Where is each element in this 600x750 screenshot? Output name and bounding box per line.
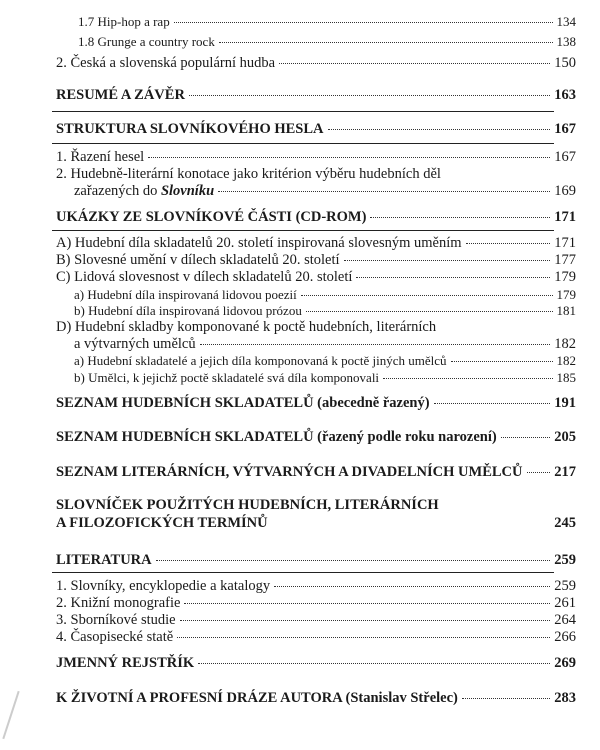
toc-page: 138: [556, 34, 576, 49]
toc-page: 171: [554, 235, 576, 251]
leader-dots: [328, 129, 551, 130]
leader-dots: [501, 437, 551, 438]
divider: [52, 143, 554, 144]
toc-page: 169: [554, 183, 576, 199]
toc-heading-resume[interactable]: [56, 87, 576, 104]
toc-page: 185: [556, 370, 576, 385]
toc-entry-ukazky-da[interactable]: [74, 353, 576, 369]
toc-heading-seznam-abecedne[interactable]: [56, 395, 576, 412]
toc-label: LITERATURA: [56, 552, 152, 568]
toc-label: b) Umělci, k jejichž poctě skladatelé svá díla komponovali: [74, 370, 380, 385]
toc-label: A) Hudební díla skladatelů 20. století inspirovaná slovesným uměním: [56, 235, 462, 251]
toc-page: 261: [554, 595, 576, 611]
toc-entry-slovniky[interactable]: [56, 578, 576, 595]
leader-dots: [148, 157, 550, 158]
toc-label: SEZNAM HUDEBNÍCH SKLADATELŮ (abecedně řazený): [56, 395, 430, 411]
toc-heading-literatura[interactable]: [56, 552, 576, 569]
toc-entry-ukazky-c[interactable]: [56, 269, 576, 286]
leader-dots: [174, 22, 553, 23]
toc-page: 259: [554, 578, 576, 594]
toc-entry-ukazky-cb[interactable]: [74, 303, 576, 319]
toc-label: 1. Slovníky, encyklopedie a katalogy: [56, 578, 271, 594]
leader-dots: [344, 260, 551, 261]
toc-entry-ukazky-d-line1: D) Hudební skladby komponované k poctě hudebních, literárních: [56, 319, 437, 335]
toc-page: 283: [554, 690, 576, 706]
leader-dots: [434, 403, 551, 404]
toc-page: 163: [554, 87, 576, 103]
leader-dots: [383, 378, 552, 379]
toc-entry-ukazky-d[interactable]: [74, 336, 576, 353]
toc-entry-ukazky-b[interactable]: [56, 252, 576, 269]
toc-label: JMENNÝ REJSTŘÍK: [56, 655, 195, 671]
toc-label: A FILOZOFICKÝCH TERMÍNŮ: [56, 515, 268, 531]
toc-entry-ukazky-db[interactable]: [74, 370, 576, 386]
leader-dots: [279, 63, 550, 64]
toc-entry-konotace[interactable]: [74, 183, 576, 200]
toc-page: 191: [554, 395, 576, 411]
divider: [52, 572, 554, 573]
toc-page: 171: [554, 209, 576, 225]
leader-dots: [356, 277, 550, 278]
toc-entry-razeni[interactable]: [56, 149, 576, 166]
toc-label: B) Slovesné umění v dílech skladatelů 20. století: [56, 252, 340, 268]
toc-page: 269: [554, 655, 576, 671]
toc-heading-seznam-narozeni[interactable]: [56, 429, 576, 446]
toc-page: 266: [554, 629, 576, 645]
toc-page: 205: [554, 429, 576, 445]
toc-entry-hiphop[interactable]: [78, 14, 576, 30]
toc-entry-monografie[interactable]: [56, 595, 576, 612]
toc-entry-konotace-line1: 2. Hudebně-literární konotace jako kritérion výběru hudebních děl: [56, 166, 441, 182]
leader-dots: [451, 361, 553, 362]
leader-dots: [274, 586, 550, 587]
toc-label: SEZNAM HUDEBNÍCH SKLADATELŮ (řazený podle roku narození): [56, 429, 497, 445]
toc-heading-seznam-umelcu[interactable]: [56, 464, 576, 481]
toc-label: [74, 183, 214, 200]
toc-label: UKÁZKY ZE SLOVNÍKOVÉ ČÁSTI (CD-ROM): [56, 209, 367, 225]
leader-dots: [301, 295, 553, 296]
toc-label: a výtvarných umělců: [74, 336, 196, 352]
leader-dots: [219, 42, 553, 43]
toc-page: 264: [554, 612, 576, 628]
leader-dots: [370, 217, 550, 218]
toc-heading-autor[interactable]: [56, 690, 576, 707]
toc-label-text: zařazených do: [74, 183, 161, 199]
toc-label: 2. Knižní monografie: [56, 595, 181, 611]
toc-heading-slovnicek[interactable]: [56, 515, 576, 532]
divider: [52, 111, 554, 112]
toc-label: a) Hudební díla inspirovaná lidovou poezií: [74, 287, 297, 302]
toc-page: 179: [554, 269, 576, 285]
leader-dots: [527, 472, 551, 473]
toc-label: 3. Sborníkové studie: [56, 612, 176, 628]
toc-entry-grunge[interactable]: [78, 34, 576, 50]
toc-label: 1. Řazení hesel: [56, 149, 145, 165]
leader-dots: [462, 698, 550, 699]
toc-heading-struktura[interactable]: [56, 121, 576, 138]
leader-dots: [218, 191, 550, 192]
toc-label: b) Hudební díla inspirovaná lidovou prózou: [74, 303, 302, 318]
toc-label: 1.8 Grunge a country rock: [78, 34, 215, 49]
toc-label: 1.7 Hip-hop a rap: [78, 14, 170, 29]
toc-entry-ceska[interactable]: [56, 55, 576, 72]
toc-label: a) Hudební skladatelé a jejich díla komponovaná k poctě jiných umělců: [74, 353, 447, 368]
leader-dots: [466, 243, 551, 244]
toc-page: 259: [554, 552, 576, 568]
scan-artifact: [2, 691, 19, 739]
toc-page: 177: [554, 252, 576, 268]
toc-page: 182: [556, 353, 576, 368]
toc-page: 245: [554, 515, 576, 531]
leader-dots: [198, 663, 550, 664]
leader-dots: [184, 603, 550, 604]
toc-entry-ukazky-ca[interactable]: [74, 287, 576, 303]
toc-label-italic: Slovníku: [160, 183, 215, 199]
toc-label: K ŽIVOTNÍ A PROFESNÍ DRÁZE AUTORA (Stanislav Střelec): [56, 690, 458, 706]
toc-heading-rejstrik[interactable]: [56, 655, 576, 672]
toc-page: 217: [554, 464, 576, 480]
toc-entry-sborniky[interactable]: [56, 612, 576, 629]
toc-entry-ukazky-a[interactable]: [56, 235, 576, 252]
toc-page: 167: [554, 149, 576, 165]
toc-heading-ukazky[interactable]: [56, 209, 576, 226]
toc-page: 150: [554, 55, 576, 71]
toc-page: 134: [556, 14, 576, 29]
leader-dots: [306, 311, 553, 312]
leader-spacer: [272, 523, 551, 524]
toc-label: RESUMÉ A ZÁVĚR: [56, 87, 185, 103]
leader-dots: [200, 344, 551, 345]
toc-page: 182: [554, 336, 576, 352]
toc-page: 167: [554, 121, 576, 137]
toc-page: 181: [556, 303, 576, 318]
toc-label: SEZNAM LITERÁRNÍCH, VÝTVARNÝCH A DIVADELNÍCH UMĚLCŮ: [56, 464, 523, 480]
toc-heading-slovnicek-line1: SLOVNÍČEK POUŽITÝCH HUDEBNÍCH, LITERÁRNÍCH: [56, 497, 439, 513]
divider: [52, 230, 554, 231]
leader-dots: [177, 637, 550, 638]
leader-dots: [189, 95, 550, 96]
toc-label: C) Lidová slovesnost v dílech skladatelů 20. století: [56, 269, 353, 285]
toc-page: 179: [556, 287, 576, 302]
toc-label: STRUKTURA SLOVNÍKOVÉHO HESLA: [56, 121, 324, 137]
leader-dots: [156, 560, 551, 561]
toc-label: 4. Časopisecké statě: [56, 629, 174, 645]
leader-dots: [180, 620, 551, 621]
toc-label: 2. Česká a slovenská populární hudba: [56, 55, 276, 71]
toc-entry-casopisy[interactable]: [56, 629, 576, 646]
